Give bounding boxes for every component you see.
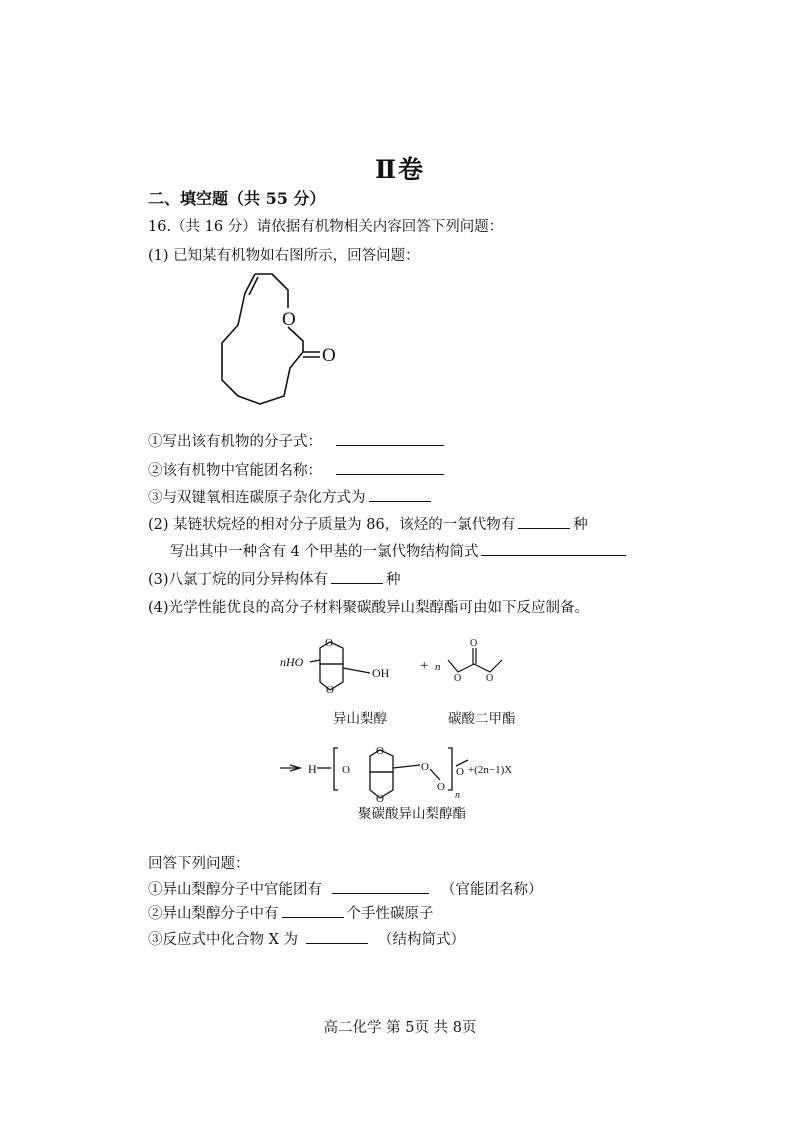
section-heading: 二、填空题（共 55 分） bbox=[148, 189, 326, 208]
part-1-q2 bbox=[148, 459, 447, 480]
a2-tail: 个手性碳原子 bbox=[346, 906, 434, 922]
page-title: Ⅱ卷 bbox=[374, 155, 426, 184]
answer-q1 bbox=[148, 878, 543, 899]
reaction-scheme bbox=[280, 630, 590, 820]
a3-tail: （结构简式） bbox=[378, 932, 466, 948]
a2-text: ②异山梨醇分子中有 bbox=[148, 906, 279, 922]
p2a-tail: 种 bbox=[573, 517, 588, 533]
answer-blank-chiral-carbons[interactable] bbox=[282, 903, 344, 918]
isosorbide-oh: OH bbox=[372, 666, 390, 680]
answer-blank-compound-x[interactable] bbox=[306, 929, 368, 944]
carbonyl-oxygen-label: O bbox=[322, 345, 336, 366]
answer-blank-formula[interactable] bbox=[336, 431, 444, 446]
polymer-h: H bbox=[308, 762, 317, 776]
polymer-o-carbonyl: O bbox=[437, 781, 445, 793]
a1-text: ①异山梨醇分子中官能团有 bbox=[148, 882, 322, 898]
label-polymer: 聚碳酸异山梨醇酯 bbox=[358, 806, 466, 821]
a1-tail: （官能团名称） bbox=[441, 882, 543, 898]
dmc-coefficient: n bbox=[435, 661, 441, 673]
p2a-text: (2) 某链状烷烃的相对分子质量为 86，该烃的一氯代物有 bbox=[148, 517, 516, 533]
polymer-o-end: O bbox=[456, 766, 464, 778]
answer-blank-functional-group[interactable] bbox=[336, 460, 444, 475]
p3-text: (3)八氯丁烷的同分异构体有 bbox=[148, 572, 329, 588]
q2-text: ②该有机物中官能团名称： bbox=[148, 463, 322, 479]
isosorbide-structure bbox=[310, 642, 370, 690]
part-1-intro: (1) 已知某有机物如右图所示，回答问题： bbox=[148, 248, 420, 264]
polymer-subscript-n: n bbox=[455, 790, 460, 801]
answer-blank-isosorbide-groups[interactable] bbox=[332, 879, 429, 894]
dmc-o-right: O bbox=[486, 673, 494, 684]
part-2-line-b bbox=[170, 540, 629, 561]
isosorbide-ho: nHO bbox=[280, 655, 304, 669]
plus-sign: + bbox=[420, 658, 429, 674]
dimethyl-carbonate-structure bbox=[448, 648, 502, 672]
part-1-q1 bbox=[148, 430, 447, 451]
isosorbide-o-top: O bbox=[325, 637, 333, 649]
page-footer: 高二化学 第 5页 共 8页 bbox=[323, 1020, 477, 1036]
part-3 bbox=[148, 568, 401, 589]
q3-text: ③与双键氧相连碳原子杂化方式为 bbox=[148, 490, 366, 506]
q1-text: ①写出该有机物的分子式： bbox=[148, 434, 322, 450]
polymer-o-left: O bbox=[342, 764, 350, 776]
question-16-header: 16.（共 16 分）请依据有机物相关内容回答下列问题： bbox=[148, 219, 504, 235]
macrolactone-structure bbox=[210, 268, 360, 418]
answer-blank-hybridization[interactable] bbox=[369, 487, 431, 502]
part-1-q3 bbox=[148, 486, 434, 507]
ring-oxygen-label: O bbox=[282, 309, 296, 330]
answer-intro: 回答下列问题： bbox=[148, 856, 250, 872]
part-4-intro: (4)光学性能优良的高分子材料聚碳酸异山梨醇酯可由如下反应制备。 bbox=[148, 600, 590, 616]
part-2-line-a bbox=[148, 513, 588, 534]
dmc-o-left: O bbox=[454, 673, 462, 684]
dmc-o-top: O bbox=[470, 638, 478, 649]
p2b-text: 写出其中一种含有 4 个甲基的一氯代物结构简式 bbox=[170, 544, 479, 560]
polymer-o-bottom: O bbox=[376, 793, 384, 805]
answer-q3 bbox=[148, 928, 465, 949]
label-isosorbide: 异山梨醇 bbox=[333, 711, 387, 726]
polymer-o-right: O bbox=[421, 761, 429, 773]
answer-blank-isomer-count[interactable] bbox=[518, 514, 570, 529]
isosorbide-o-bottom: O bbox=[326, 684, 334, 696]
p3-tail: 种 bbox=[386, 572, 401, 588]
a3-text: ③反应式中化合物 X 为 bbox=[148, 932, 299, 948]
label-dimethyl-carbonate: 碳酸二甲酯 bbox=[448, 711, 516, 726]
byproduct-term: +(2n−1)X bbox=[468, 764, 513, 776]
answer-blank-structure[interactable] bbox=[481, 541, 626, 556]
polymer-o-top: O bbox=[376, 745, 384, 757]
answer-blank-octachlorobutane[interactable] bbox=[331, 569, 383, 584]
answer-q2 bbox=[148, 902, 434, 923]
